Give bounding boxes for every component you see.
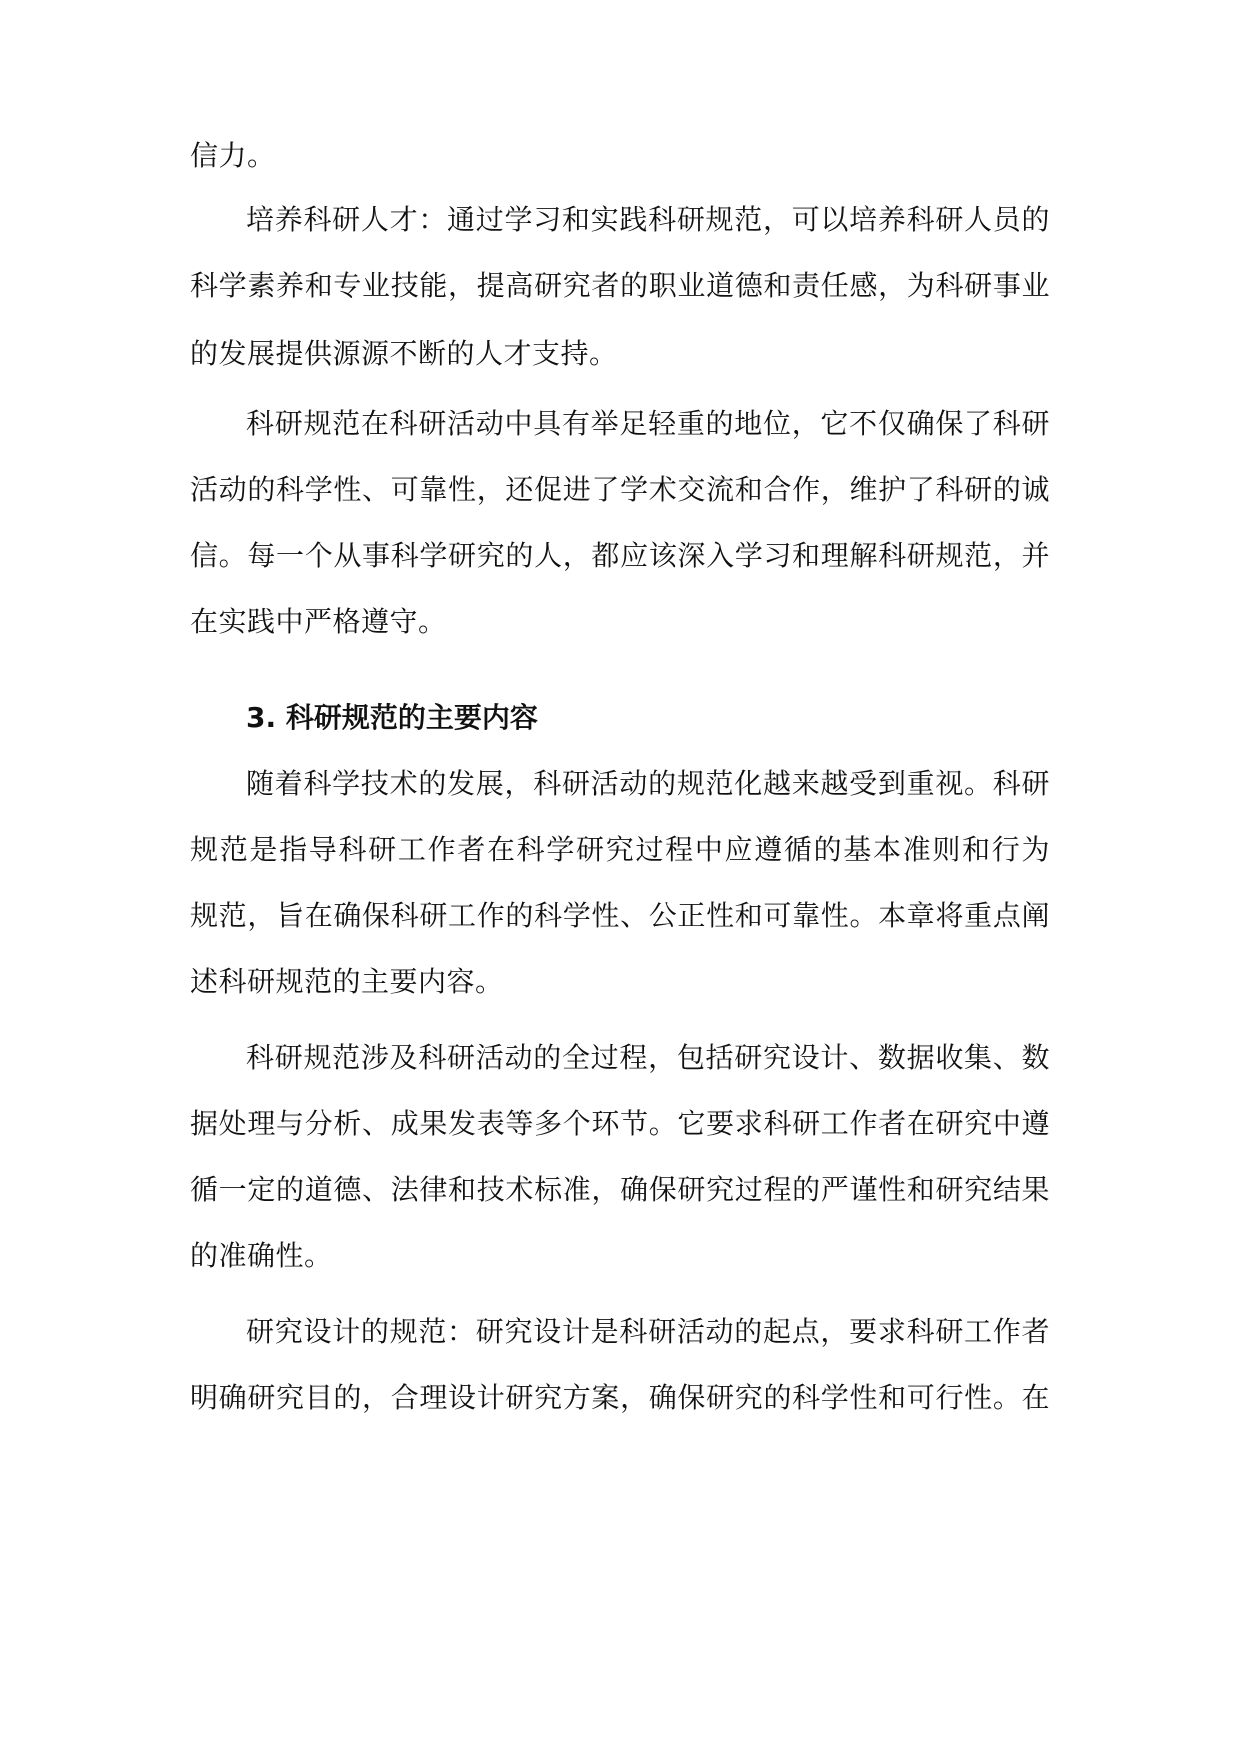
- paragraph-line: 述科研规范的主要内容。: [190, 965, 504, 998]
- paragraph-line: 规范是指导科研工作者在科学研究过程中应遵循的基本准则和行为: [190, 833, 1050, 866]
- paragraph-line: 活动的科学性、可靠性，还促进了学术交流和合作，维护了科研的诚: [190, 473, 1050, 506]
- paragraph-line: 的准确性。: [190, 1239, 333, 1272]
- paragraph-line: 在实践中严格遵守。: [190, 605, 447, 638]
- paragraph-line: 循一定的道德、法律和技术标准，确保研究过程的严谨性和研究结果: [190, 1173, 1050, 1206]
- paragraph-line: 明确研究目的，合理设计研究方案，确保研究的科学性和可行性。在: [190, 1381, 1050, 1414]
- paragraph-line: 研究设计的规范：研究设计是科研活动的起点，要求科研工作者: [246, 1315, 1050, 1348]
- paragraph-line: 的发展提供源源不断的人才支持。: [190, 337, 618, 370]
- paragraph-line: 科研规范涉及科研活动的全过程，包括研究设计、数据收集、数: [246, 1041, 1050, 1074]
- paragraph-line: 规范，旨在确保科研工作的科学性、公正性和可靠性。本章将重点阐: [190, 899, 1050, 932]
- paragraph-line: 信力。: [190, 139, 276, 172]
- paragraph-line: 据处理与分析、成果发表等多个环节。它要求科研工作者在研究中遵: [190, 1107, 1050, 1140]
- paragraph-line: 随着科学技术的发展，科研活动的规范化越来越受到重视。科研: [246, 767, 1050, 800]
- paragraph-line: 信。每一个从事科学研究的人，都应该深入学习和理解科研规范，并: [190, 539, 1050, 572]
- section-heading: 3. 科研规范的主要内容: [246, 701, 538, 734]
- paragraph-line: 科学素养和专业技能，提高研究者的职业道德和责任感，为科研事业: [190, 269, 1050, 302]
- paragraph-line: 科研规范在科研活动中具有举足轻重的地位，它不仅确保了科研: [246, 407, 1050, 440]
- paragraph-line: 培养科研人才：通过学习和实践科研规范，可以培养科研人员的: [246, 203, 1050, 236]
